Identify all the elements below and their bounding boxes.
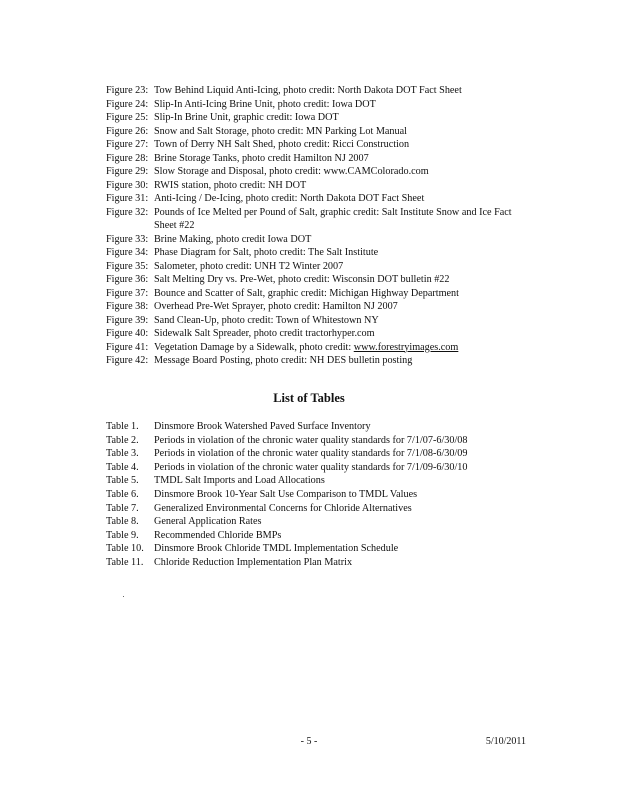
figure-caption: Bounce and Scatter of Salt, graphic credit: Michigan Highway Department (154, 287, 459, 299)
table-label: Table 5. (106, 475, 139, 487)
figure-caption (154, 342, 458, 353)
figure-entry (106, 246, 526, 260)
figure-entry (106, 287, 526, 301)
figure-caption: Slip-In Anti-Icing Brine Unit, photo credit: Iowa DOT (154, 98, 376, 110)
table-entry (106, 529, 526, 543)
figure-label: Figure 26: (106, 125, 149, 137)
figure-caption: Brine Making, photo credit Iowa DOT (154, 233, 312, 245)
figure-entry (106, 314, 526, 328)
figure-entry (106, 165, 526, 179)
figure-label: Figure 24: (106, 98, 149, 110)
table-entry (106, 420, 526, 434)
figure-label: Figure 33: (106, 233, 149, 245)
table-label: Table 6. (106, 488, 139, 500)
table-entry (106, 474, 526, 488)
figure-entry (106, 354, 526, 368)
figure-entry (106, 341, 526, 355)
table-caption: Periods in violation of the chronic water quality standards for 7/1/09-6/30/10 (154, 461, 468, 473)
table-caption: Recommended Chloride BMPs (154, 529, 282, 541)
stray-dot (123, 596, 124, 597)
table-entry (106, 447, 526, 461)
figure-entry (106, 327, 526, 341)
table-label: Table 10. (106, 543, 144, 555)
figure-caption: Brine Storage Tanks, photo credit Hamilton NJ 2007 (154, 152, 369, 164)
figure-caption: Salometer, photo credit: UNH T2 Winter 2007 (154, 260, 344, 272)
table-label: Table 1. (106, 421, 139, 432)
table-caption: General Application Rates (154, 516, 262, 528)
table-label: Table 9. (106, 529, 139, 541)
table-caption: Dinsmore Brook Watershed Paved Surface Inventory (154, 421, 371, 432)
figure-entry (106, 300, 526, 314)
table-entry (106, 461, 526, 475)
figure-caption: Pounds of Ice Melted per Pound of Salt, graphic credit: Salt Institute Snow and Ice Fact Sheet #22 (154, 206, 512, 231)
figure-caption: Snow and Salt Storage, photo credit: MN Parking Lot Manual (154, 125, 407, 137)
figure-entry (106, 273, 526, 287)
figure-caption: Phase Diagram for Salt, photo credit: The Salt Institute (154, 247, 379, 258)
table-caption: Periods in violation of the chronic water quality standards for 7/1/07-6/30/08 (154, 434, 468, 446)
figure-entry (106, 125, 526, 139)
table-entry (106, 515, 526, 529)
table-label: Table 3. (106, 448, 139, 460)
table-label: Table 4. (106, 461, 139, 473)
table-label: Table 11. (106, 556, 144, 568)
table-caption: Dinsmore Brook Chloride TMDL Implementation Schedule (154, 543, 399, 555)
figure-label: Figure 29: (106, 166, 149, 177)
figure-label: Figure 37: (106, 287, 149, 299)
figure-label: Figure 38: (106, 301, 149, 312)
figure-label: Figure 25: (106, 112, 149, 123)
table-label: Table 2. (106, 434, 139, 446)
page-number: - 5 - (300, 736, 318, 747)
forestryimages-link[interactable]: www.forestryimages.com (353, 341, 459, 353)
figure-entry (106, 84, 526, 98)
figure-label: Figure 42: (106, 355, 149, 366)
figure-caption: Tow Behind Liquid Anti-Icing, photo credit: North Dakota DOT Fact Sheet (154, 85, 462, 96)
figure-label: Figure 32: (106, 206, 149, 218)
table-entry (106, 542, 526, 556)
figure-label: Figure 28: (106, 152, 149, 164)
figure-entry (106, 179, 526, 193)
table-caption: Chloride Reduction Implementation Plan Matrix (154, 556, 353, 568)
table-caption: Generalized Environmental Concerns for Chloride Alternatives (154, 502, 412, 514)
figure-caption: Overhead Pre-Wet Sprayer, photo credit: Hamilton NJ 2007 (154, 301, 398, 312)
figure-caption: RWIS station, photo credit: NH DOT (154, 179, 307, 191)
table-label: Table 7. (106, 502, 139, 514)
table-caption: Dinsmore Brook 10-Year Salt Use Comparison to TMDL Values (154, 488, 418, 500)
figure-entry (106, 152, 526, 166)
figure-caption: Slip-In Brine Unit, graphic credit: Iowa DOT (154, 112, 339, 123)
table-caption: Periods in violation of the chronic water quality standards for 7/1/08-6/30/09 (154, 448, 468, 460)
figure-label: Figure 36: (106, 274, 149, 285)
figure-entry (106, 111, 526, 125)
figure-label: Figure 27: (106, 139, 149, 150)
figure-entry (106, 192, 526, 206)
figure-list (106, 84, 526, 368)
figure-entry (106, 206, 526, 233)
figure-caption: Message Board Posting, photo credit: NH DES bulletin posting (154, 355, 413, 366)
figure-caption: Sand Clean-Up, photo credit: Town of Whitestown NY (154, 314, 379, 326)
figure-label: Figure 34: (106, 247, 149, 258)
figure-caption: Slow Storage and Disposal, photo credit: www.CAMColorado.com (154, 166, 429, 177)
figure-label: Figure 41: (106, 341, 149, 353)
figure-label: Figure 40: (106, 328, 149, 339)
table-entry (106, 488, 526, 502)
footer-date: 5/10/2011 (485, 736, 526, 747)
figure-label: Figure 35: (106, 260, 149, 272)
table-entry (106, 556, 526, 570)
figure-entry (106, 98, 526, 112)
table-entry (106, 434, 526, 448)
figure-entry (106, 233, 526, 247)
figure-caption-text: Vegetation Damage by a Sidewalk, photo credit: (154, 341, 354, 353)
table-list (106, 420, 526, 570)
figure-label: Figure 39: (106, 314, 149, 326)
table-entry (106, 502, 526, 516)
figure-caption: Salt Melting Dry vs. Pre-Wet, photo credit: Wisconsin DOT bulletin #22 (154, 274, 450, 285)
table-label: Table 8. (106, 516, 139, 528)
list-of-tables-heading: List of Tables (273, 391, 345, 405)
table-caption: TMDL Salt Imports and Load Allocations (154, 475, 325, 487)
figure-caption: Town of Derry NH Salt Shed, photo credit: Ricci Construction (154, 139, 410, 150)
figure-entry (106, 260, 526, 274)
figure-label: Figure 30: (106, 179, 149, 191)
figure-caption: Sidewalk Salt Spreader, photo credit tractorhyper.com (154, 328, 375, 339)
figure-label: Figure 31: (106, 193, 149, 204)
figure-label: Figure 23: (106, 85, 149, 96)
figure-caption: Anti-Icing / De-Icing, photo credit: North Dakota DOT Fact Sheet (154, 193, 425, 204)
figure-entry (106, 138, 526, 152)
